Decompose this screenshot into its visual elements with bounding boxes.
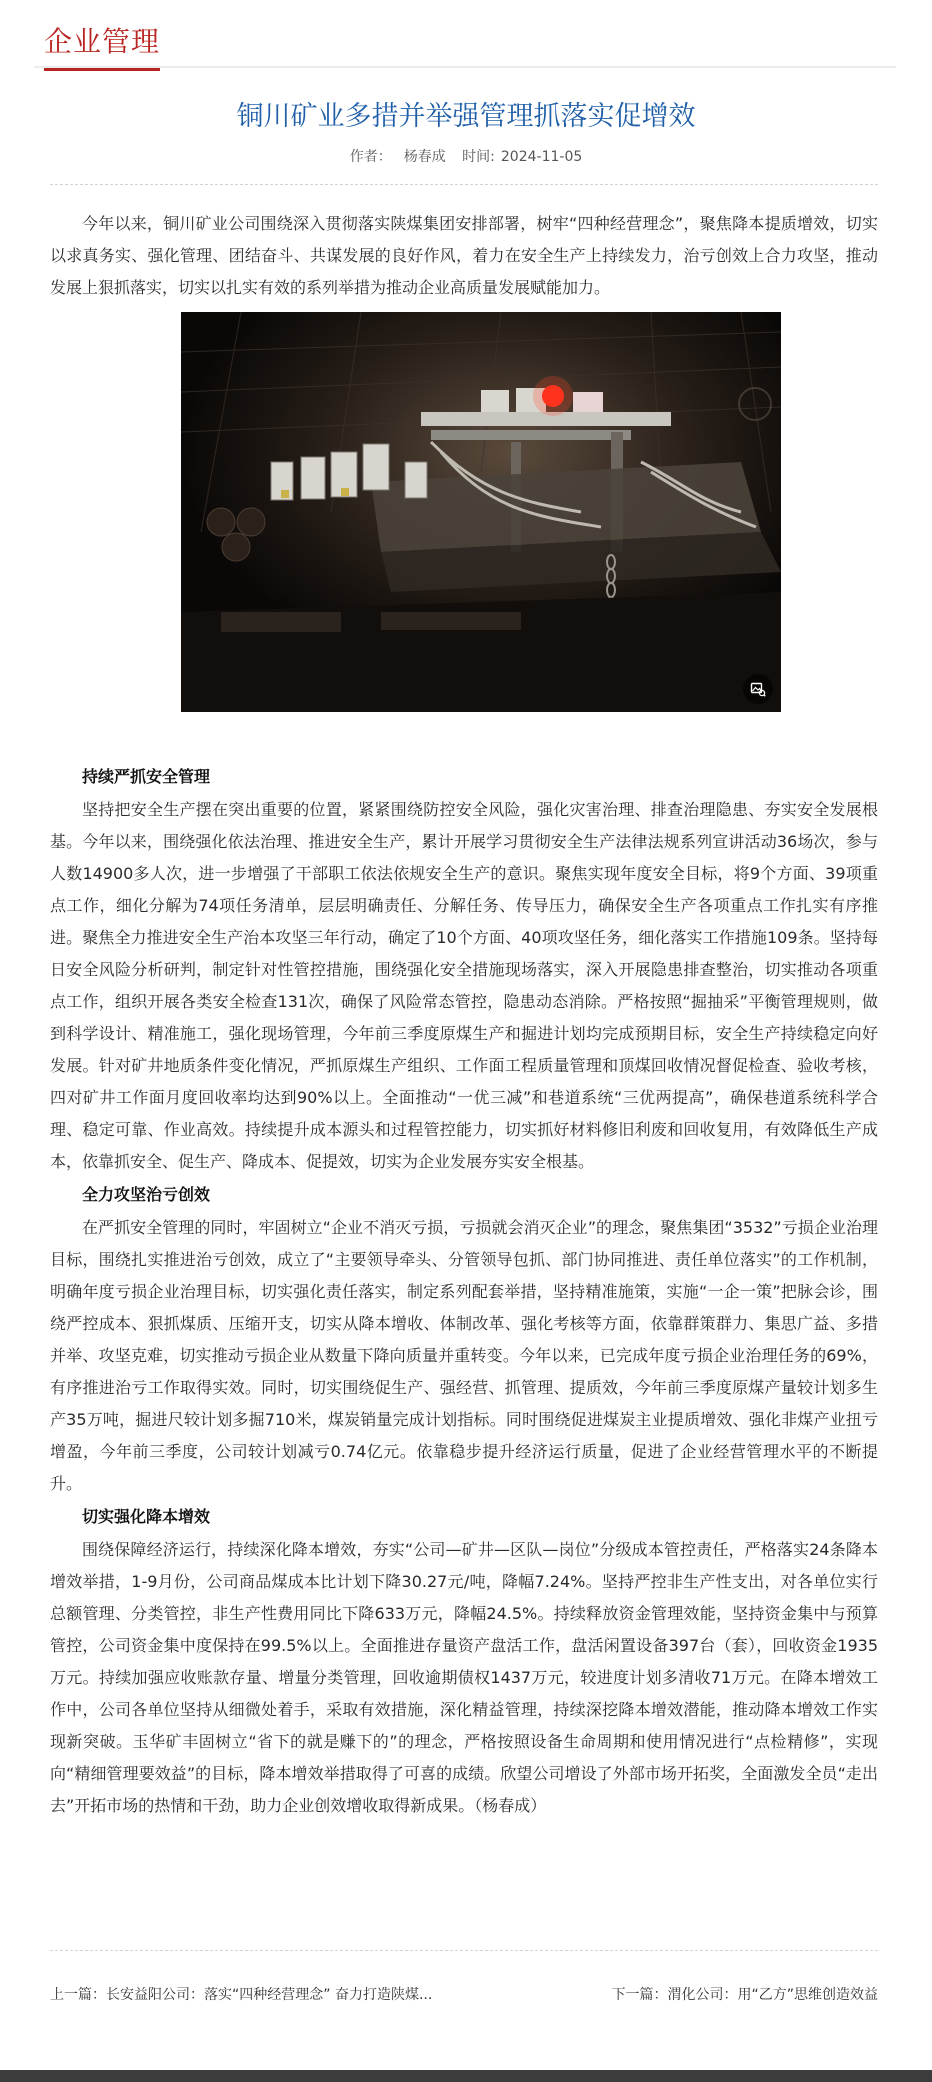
author-name: 杨春成	[403, 149, 446, 165]
coal-mine-photo	[181, 312, 781, 712]
article-section	[50, 760, 878, 1178]
section-paragraph: 在严抓安全管理的同时，牢固树立“企业不消灭亏损，亏损就会消灭企业”的理念，聚焦集团“3532”亏损企业治理目标，围绕扎实推进治亏创效，成立了“主要领导牵头、分管领导包抓、部门协同推进、责任单位落实”的工作机制，明确年度亏损企业治理目标，切实强化责任落实，制定系列配套举措，坚持精准施策，实施“一企一策”把脉会诊，围绕严控成本、狠抓煤质、压缩开支，切实从降本增收、体制改革、强化考核等方面，依靠群策群力、集思广益、多措并举、攻坚克难，切实推动亏损企业从数量下降向质量并重转变。今年以来，已完成年度亏损企业治理任务的69%，有序推进治亏工作取得实效。同时，切实围绕促生产、强经营、抓管理、提质效，今年前三季度原煤产量较计划多生产35万吨，掘进尺较计划多掘710米，煤炭销量完成计划指标。同时围绕促进煤炭主业提质增效、强化非煤产业扭亏增盈，今年前三季度，公司较计划减亏0.74亿元。依靠稳步提升经济运行质量，促进了企业经营管理水平的不断提升。	[50, 1218, 878, 1493]
section-heading: 切实强化降本增效	[82, 1507, 211, 1526]
title-divider	[50, 184, 878, 185]
author-label: 作者：	[349, 149, 392, 165]
prev-article-link[interactable]: 长安益阳公司：落实“四种经营理念” 奋力打造陕煤...	[106, 1987, 433, 2003]
image-search-icon	[750, 681, 766, 697]
article-section	[50, 1500, 878, 1822]
section-heading: 全力攻坚治亏创效	[82, 1185, 211, 1204]
next-article	[611, 1984, 878, 2004]
image-search-badge[interactable]	[743, 674, 773, 704]
next-label: 下一篇：	[611, 1987, 668, 2003]
article-intro	[50, 208, 878, 304]
time-label: 时间:	[462, 149, 495, 165]
article-body	[50, 760, 878, 1822]
next-article-link[interactable]: 渭化公司：用“乙方”思维创造效益	[667, 1987, 878, 2003]
prev-article	[50, 1984, 432, 2004]
footer-divider	[50, 1950, 878, 1951]
prev-label: 上一篇：	[50, 1987, 106, 2003]
intro-paragraph: 今年以来，铜川矿业公司围绕深入贯彻落实陕煤集团安排部署，树牢“四种经营理念”，聚焦降本提质增效，切实以求真务实、强化管理、团结奋斗、共谋发展的良好作风，着力在安全生产上持续发力，治亏创效上合力攻坚，推动发展上狠抓落实，切实以扎实有效的系列举措为推动企业高质量发展赋能加力。	[50, 214, 878, 297]
section-paragraph: 围绕保障经济运行，持续深化降本增效，夯实“公司—矿井—区队—岗位”分级成本管控责任，严格落实24条降本增效举措，1-9月份，公司商品煤成本比计划下降30.27元/吨，降幅7.24%。坚持严控非生产性支出，对各单位实行总额管理、分类管控，非生产性费用同比下降633万元，降幅24.5%。持续释放资金管理效能，坚持资金集中与预算管控，公司资金集中度保持在99.5%以上。全面推进存量资产盘活工作，盘活闲置设备397台（套），回收资金1935万元。持续加强应收账款存量、增量分类管理，回收逾期债权1437万元，较进度计划多清收71万元。在降本增效工作中，公司各单位坚持从细微处着手，采取有效措施，深化精益管理，持续深挖降本增效潜能，推动降本增效工作实现新突破。玉华矿丰固树立“省下的就是赚下的”的理念，严格按照设备生命周期和使用情况进行“点检精修”，实现向“精细管理要效益”的目标，降本增效举措取得了可喜的成绩。欣望公司增设了外部市场开拓奖，全面激发全员“走出去”开拓市场的热情和干劲，助力企业创效增收取得新成果。（杨春成）	[50, 1540, 878, 1815]
publish-date: 2024-11-05	[500, 149, 583, 165]
article-title: 铜川矿业多措并举强管理抓落实促增效	[236, 101, 696, 132]
section-heading: 持续严抓安全管理	[82, 767, 211, 786]
article-section	[50, 1178, 878, 1500]
article-meta	[0, 146, 932, 166]
section-title[interactable]: 企业管理	[44, 20, 160, 71]
section-paragraph: 坚持把安全生产摆在突出重要的位置，紧紧围绕防控安全风险，强化灾害治理、排查治理隐患、夯实安全发展根基。今年以来，围绕强化依法治理、推进安全生产，累计开展学习贯彻安全生产法律法规系列宣讲活动36场次，参与人数14900多人次，进一步增强了干部职工依法依规安全生产的意识。聚焦实现年度安全目标，将9个方面、39项重点工作，细化分解为74项任务清单，层层明确责任、分解任务、传导压力，确保安全生产各项重点工作扎实有序推进。聚焦全力推进安全生产治本攻坚三年行动，确定了10个方面、40项攻坚任务，细化落实工作措施109条。坚持每日安全风险分析研判，制定针对性管控措施，围绕强化安全措施现场落实，深入开展隐患排查整治，切实推动各项重点工作，组织开展各类安全检查131次，确保了风险常态管控，隐患动态消除。严格按照“掘抽采”平衡管理规则，做到科学设计、精准施工，强化现场管理，今年前三季度原煤生产和掘进计划均完成预期目标，安全生产持续稳定向好发展。针对矿井地质条件变化情况，严抓原煤生产组织、工作面工程质量管理和顶煤回收情况督促检查、验收考核，四对矿井工作面月度回收率均达到90%以上。全面推动“一优三减”和巷道系统“三优两提高”，确保巷道系统科学合理、稳定可靠、作业高效。持续提升成本源头和过程管控能力，切实抓好材料修旧利废和回收复用，有效降低生产成本，依靠抓安全、促生产、降成本、促提效，切实为企业发展夯实安全根基。	[50, 800, 878, 1171]
article-photo	[181, 312, 781, 712]
section-header	[34, 14, 896, 68]
page-bottom-bar	[0, 2070, 932, 2082]
